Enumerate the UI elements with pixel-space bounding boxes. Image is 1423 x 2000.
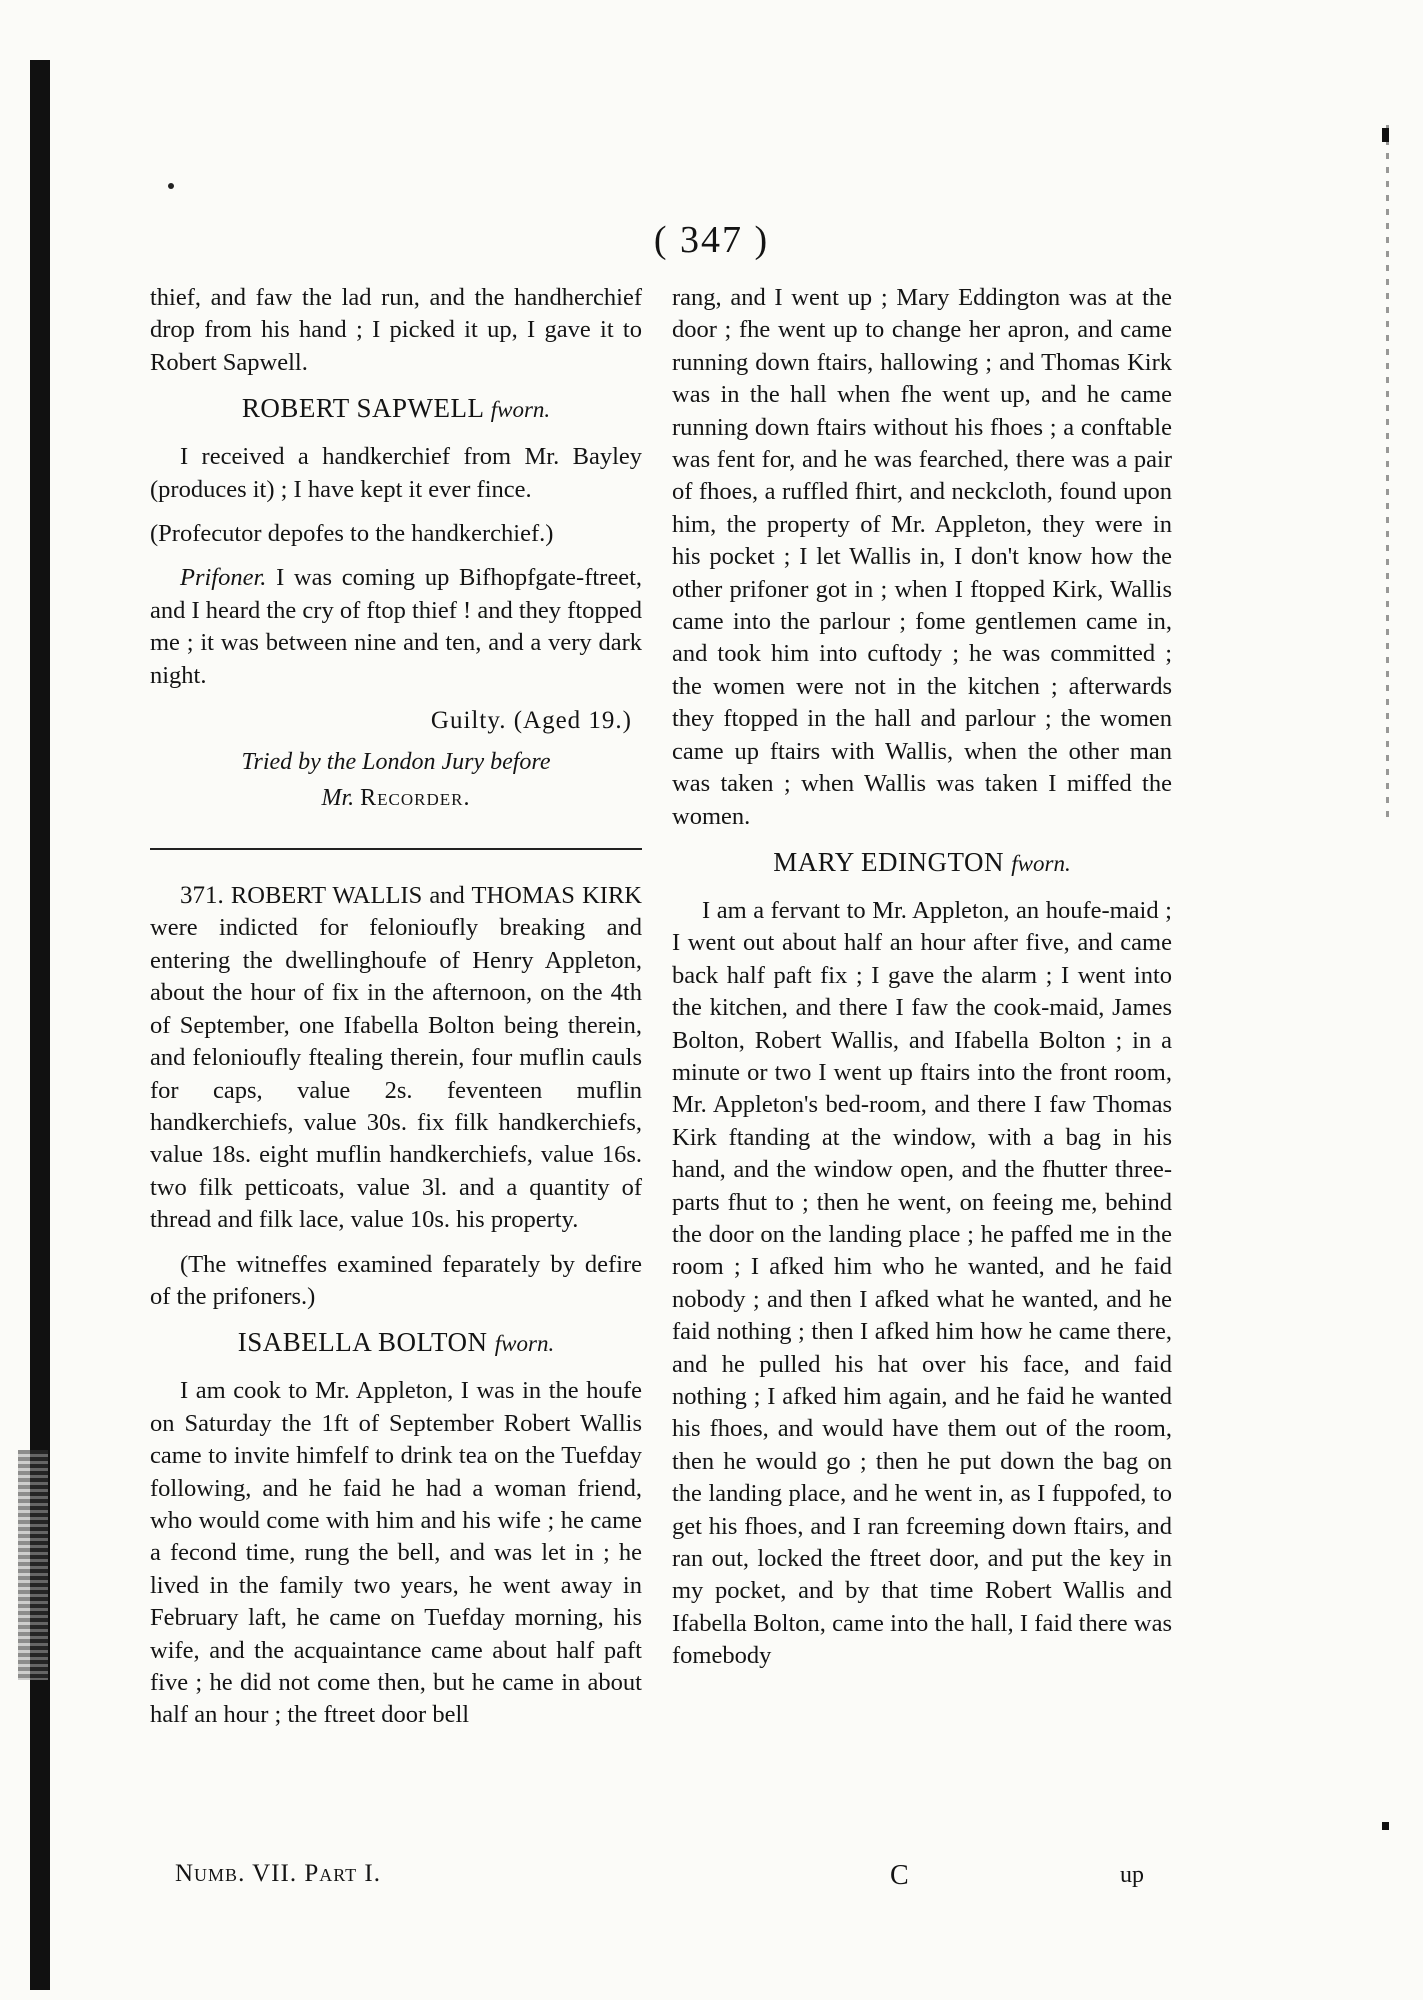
footer-number-part: Numb. VII. Part I. bbox=[175, 1860, 381, 1887]
paragraph: (The witneffes examined feparately by defire of the prifoners.) bbox=[150, 1250, 642, 1310]
scan-binding-shadow bbox=[30, 60, 50, 1990]
tried-recorder: Recorder. bbox=[360, 785, 471, 812]
scan-mark bbox=[1382, 1822, 1389, 1830]
prisoner-statement bbox=[150, 562, 642, 692]
witness-heading bbox=[150, 391, 642, 427]
paragraph: rang, and I went up ; Mary Eddington was at the door ; fhe went up to change her apron, and came running down ftairs, hallowing ; and Thomas Kirk was in the hall when fhe went up, and he came running down ftairs without his fhoes ; a conftable was fent for, and he was fearched, there was a pair of fhoes, a ruffled fhirt, and neckcloth, found upon him, the property of Mr. Appleton, they were in his pocket ; I let Wallis in, I don't know how the other prifoner got in ; when I ftopped Kirk, Wallis came into the parlour ; fome gentlemen came in, and took him into cuftody ; he was committed ; the women were not in the kitchen ; afterwards they ftopped in the hall and parlour ; the women came up ftairs with Wallis, when the other man was taken ; when Wallis was taken I miffed the women. bbox=[672, 284, 1172, 830]
left-column bbox=[150, 282, 642, 1744]
sworn-label: fworn. bbox=[490, 397, 551, 423]
witness-heading bbox=[150, 1325, 642, 1361]
case-number: 371. bbox=[180, 882, 224, 910]
verdict: Guilty. (Aged 19.) bbox=[430, 707, 632, 735]
scan-edge-noise bbox=[18, 1450, 48, 1680]
tried-line-2 bbox=[150, 782, 642, 814]
paragraph: (Profecutor depofes to the handkerchief.) bbox=[150, 520, 554, 548]
tried-line: Tried by the London Jury before bbox=[241, 749, 551, 776]
scan-mark bbox=[1382, 128, 1389, 142]
paragraph: I am cook to Mr. Appleton, I was in the houfe on Saturday the 1ft of September Robert Wallis came to invite himfelf to drink tea on the Tuefday following, and he faid he had a woman friend, who would come with him and his wife ; he came a fecond time, rung the bell, and was let in ; he lived in the family two years, he went away in February laft, he came on Tuefday morning, his wife, and the acquaintance came about half paft five ; he did not come then, but he came in about half an hour ; the ftreet door bell bbox=[150, 1377, 642, 1729]
indictment bbox=[150, 880, 642, 1236]
signature-mark: C bbox=[890, 1860, 909, 1891]
page-number-header: ( 347 ) bbox=[653, 219, 770, 261]
paragraph: I received a handkerchief from Mr. Bayley (produces it) ; I have kept it ever fince. bbox=[150, 443, 642, 503]
witness-name: ROBERT SAPWELL bbox=[241, 393, 484, 424]
paragraph: I am a fervant to Mr. Appleton, an houfe-maid ; I went out about half an hour after five, and came back half paft fix ; I gave the alarm ; I went into the kitchen, and there I faw the cook-maid, James Bolton, Robert Wallis, and Ifabella Bolton ; in a minute or two I went up ftairs into the front room, Mr. Appleton's bed-room, and there I faw Thomas Kirk ftanding at the window, with a bag in his hand, and the window open, and the fhutter three-parts fhut to ; then he went, on feeing me, behind the door on the landing place ; he paffed me in the room ; I afked him who he wanted, and he faid nobody ; and then I afked what he wanted, and he faid nothing ; then I afked him how he came there, and he pulled his hat over his face, and faid nothing ; I afked him again, and he faid he wanted his fhoes, and would have them out of the room, then he would go ; then he put down the bag on the landing place, and he went in, as I fuppofed, to get his fhoes, and I ran fcreeming down ftairs, and ran out, locked the ftreet door, and put the key in my pocket, and by that time Robert Wallis and Ifabella Bolton, came into the hall, I faid there was fomebody bbox=[672, 896, 1172, 1670]
witness-name: MARY EDINGTON bbox=[773, 846, 1005, 877]
prisoner-label: Prifoner. bbox=[180, 564, 267, 592]
statement-text: I was coming up Bifhopfgate-ftreet, and I heard the cry of ftop thief ! and they ftopped me ; it was between nine and ten, and a very dark night. bbox=[150, 564, 642, 689]
witness-name: ISABELLA BOLTON bbox=[237, 1327, 488, 1358]
sworn-label: fworn. bbox=[1011, 850, 1071, 876]
witness-heading bbox=[672, 845, 1172, 881]
paragraph: thief, and faw the lad run, and the handherchief drop from his hand ; I picked it up, I gave it to Robert Sapwell. bbox=[150, 284, 642, 376]
catchword: up bbox=[1120, 1862, 1144, 1888]
indictment-text: ROBERT WALLIS and THOMAS KIRK were indicted for felonioufly breaking and entering the dwellinghoufe of Henry Appleton, about the hour of fix in the afternoon, on the 4th of September, one Ifabella Bolton being therein, and felonioufly ftealing therein, four muflin cauls for caps, value 2s. feventeen muflin handkerchiefs, value 30s. fix filk handkerchiefs, value 18s. eight muflin handkerchiefs, value 16s. two filk petticoats, value 3l. and a quantity of thread and filk lace, value 10s. his property. bbox=[150, 882, 642, 1234]
section-rule bbox=[150, 848, 642, 850]
right-column bbox=[672, 282, 1172, 1685]
sworn-label: fworn. bbox=[494, 1331, 555, 1357]
scan-speck bbox=[168, 183, 174, 189]
tried-mr: Mr. bbox=[321, 785, 355, 812]
